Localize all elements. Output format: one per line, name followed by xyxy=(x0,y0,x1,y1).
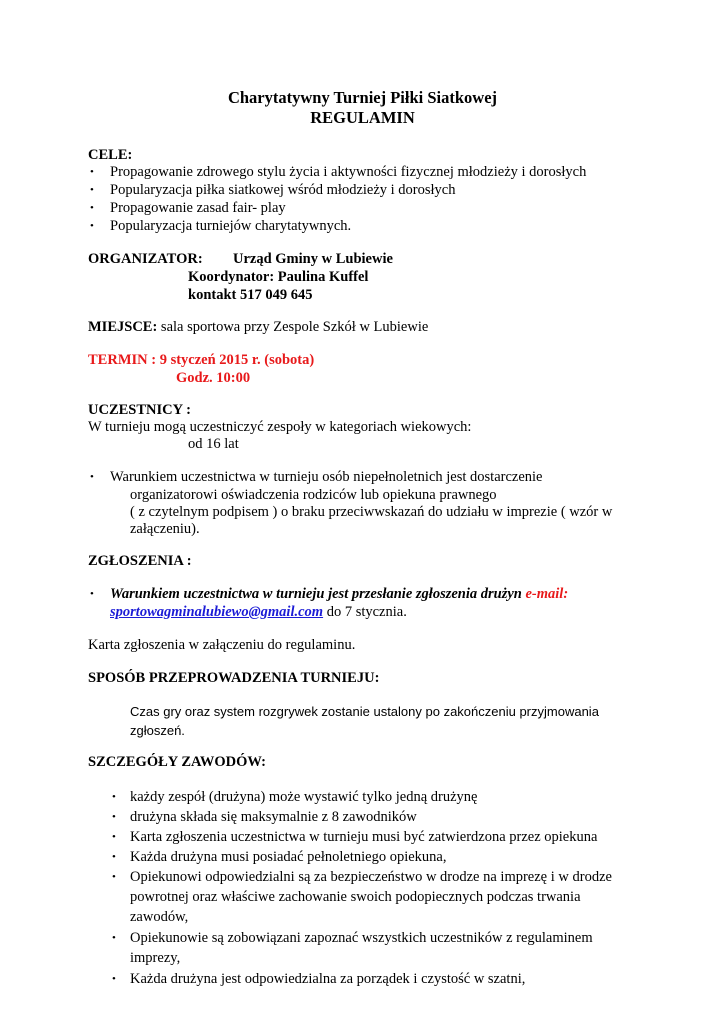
miejsce-value: sala sportowa przy Zespole Szkół w Lubiewie xyxy=(160,319,429,335)
bullet-icon: • xyxy=(90,588,94,600)
sposob-text: zgłoszeń. xyxy=(130,723,185,738)
uczestnicy-text: W turnieju mogą uczestniczyć zespoły w kategoriach wiekowych: xyxy=(88,419,472,435)
sposob-text: Czas gry oraz system rozgrywek zostanie ustalony po zakończeniu przyjmowania xyxy=(130,704,599,719)
zgloszenia-heading: ZGŁOSZENIA : xyxy=(88,553,192,569)
szczegoly-item: każdy zespół (drużyna) może wystawić tylko jedną drużynę xyxy=(130,789,478,805)
cele-item: Propagowanie zdrowego stylu życia i aktywności fizycznej młodzieży i dorosłych xyxy=(110,164,587,180)
uczestnicy-heading: UCZESTNICY : xyxy=(88,402,191,418)
zgloszenia-email-line xyxy=(110,603,407,621)
bullet-icon: • xyxy=(112,932,116,944)
bullet-icon: • xyxy=(112,973,116,985)
zgloszenia-note: Karta zgłoszenia w załączeniu do regulaminu. xyxy=(88,637,356,653)
miejsce-line xyxy=(88,318,428,336)
bullet-icon: • xyxy=(112,871,116,883)
bullet-icon: • xyxy=(112,811,116,823)
uczestnicy-condition: załączeniu). xyxy=(130,521,200,537)
szczegoly-item: Każda drużyna musi posiadać pełnoletniego opiekuna, xyxy=(130,849,447,865)
cele-item: Popularyzacja piłka siatkowej wśród młodzieży i dorosłych xyxy=(110,182,456,198)
uczestnicy-age: od 16 lat xyxy=(188,436,239,452)
szczegoly-item: Opiekunowie są zobowiązani zapoznać wszystkich uczestników z regulaminem xyxy=(130,930,593,946)
szczegoly-item: Karta zgłoszenia uczestnictwa w turnieju musi być zatwierdzona przez opiekuna xyxy=(130,829,598,845)
szczegoly-item: zawodów, xyxy=(130,909,189,925)
bullet-icon: • xyxy=(90,220,94,232)
document-subtitle: REGULAMIN xyxy=(310,108,415,127)
cele-item: Propagowanie zasad fair- play xyxy=(110,200,286,216)
email-link[interactable]: sportowagminalubiewo@gmail.com xyxy=(110,604,324,620)
contact: kontakt 517 049 645 xyxy=(188,287,313,303)
bullet-icon: • xyxy=(112,831,116,843)
bullet-icon: • xyxy=(90,471,94,483)
szczegoly-item: Opiekunowi odpowiedzialni są za bezpieczeństwo w drodze na imprezę i w drodze xyxy=(130,869,612,885)
document-title: Charytatywny Turniej Piłki Siatkowej xyxy=(227,88,498,107)
email-prefix: e-mail: xyxy=(525,586,569,602)
bullet-icon: • xyxy=(90,202,94,214)
bullet-icon: • xyxy=(90,166,94,178)
organizator-label: ORGANIZATOR: xyxy=(88,251,203,267)
deadline: do 7 stycznia. xyxy=(326,604,407,620)
cele-heading: CELE: xyxy=(88,147,133,163)
cele-item: Popularyzacja turniejów charytatywnych. xyxy=(110,218,352,234)
miejsce-label: MIEJSCE: xyxy=(88,319,158,335)
szczegoly-item: drużyna składa się maksymalnie z 8 zawodników xyxy=(130,809,417,825)
bullet-icon: • xyxy=(112,791,116,803)
bullet-icon: • xyxy=(90,184,94,196)
uczestnicy-condition: Warunkiem uczestnictwa w turnieju osób niepełnoletnich jest dostarczenie xyxy=(110,469,543,485)
szczegoly-item: powrotnej oraz właściwe zachowanie swoich podopiecznych podczas trwania xyxy=(130,889,581,905)
organizator-value: Urząd Gminy w Lubiewie xyxy=(233,251,393,267)
szczegoly-heading: SZCZEGÓŁY ZAWODÓW: xyxy=(88,754,266,770)
bullet-icon: • xyxy=(112,851,116,863)
szczegoly-item: imprezy, xyxy=(130,950,181,966)
sposob-heading: SPOSÓB PRZEPROWADZENIA TURNIEJU: xyxy=(88,670,380,686)
szczegoly-item: Każda drużyna jest odpowiedzialna za porządek i czystość w szatni, xyxy=(130,971,526,987)
zgloszenia-text: Warunkiem uczestnictwa w turnieju jest przesłanie zgłoszenia drużyn e-mail: xyxy=(110,586,569,602)
termin-time: Godz. 10:00 xyxy=(176,370,251,386)
uczestnicy-condition: ( z czytelnym podpisem ) o braku przeciwwskazań do udziału w imprezie ( wzór w xyxy=(130,504,613,520)
termin-date: TERMIN : 9 styczeń 2015 r. (sobota) xyxy=(88,352,315,368)
coordinator: Koordynator: Paulina Kuffel xyxy=(188,269,369,285)
uczestnicy-condition: organizatorowi oświadczenia rodziców lub opiekuna prawnego xyxy=(130,487,497,503)
